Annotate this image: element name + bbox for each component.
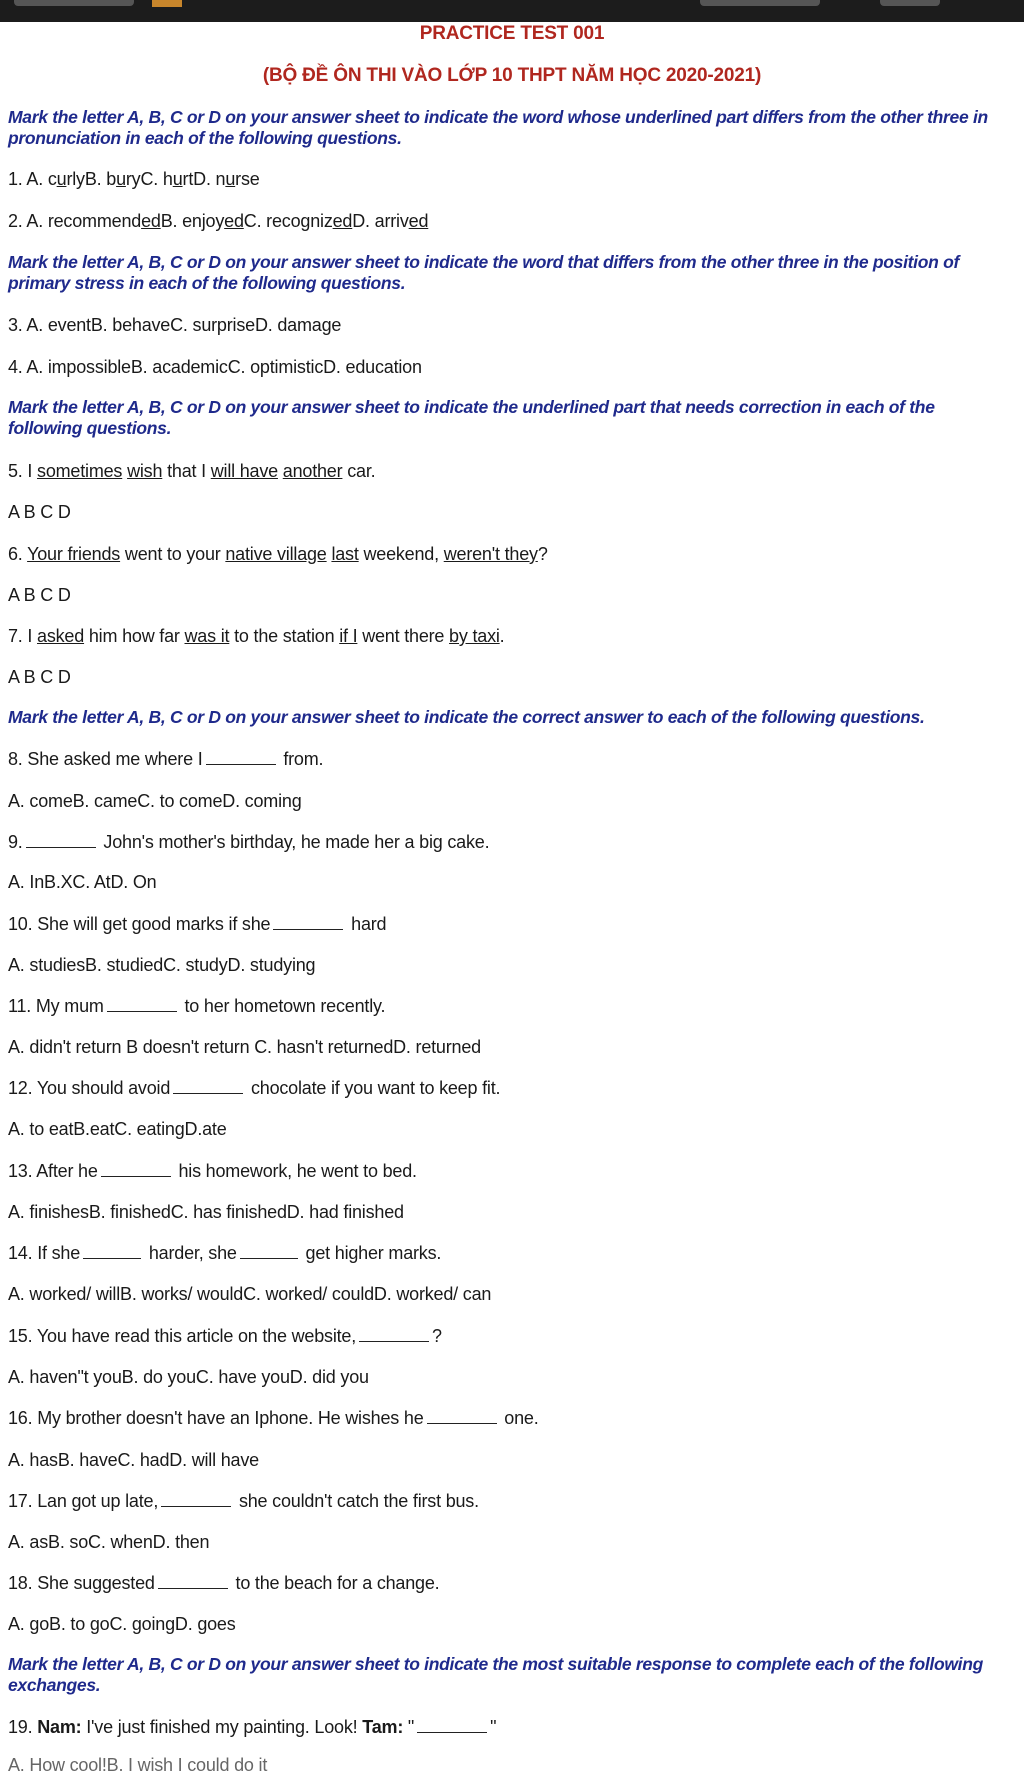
correction-instruction: Mark the letter A, B, C or D on your answer sheet to indicate the underlined part that needs correction in each of the following questions. <box>8 397 935 438</box>
question-3: 3. A. eventB. behaveC. surpriseD. damage <box>8 315 342 335</box>
question-18-options: A. goB. to goC. goingD. goes <box>8 1614 236 1634</box>
question-10-options: A. studiesB. studiedC. studyD. studying <box>8 955 316 975</box>
question-7: 7. I asked him how far was it to the station if I went there by taxi. <box>8 626 505 646</box>
question-16-options: A. hasB. haveC. hadD. will have <box>8 1450 259 1470</box>
page-title: PRACTICE TEST 001 <box>419 23 605 44</box>
question-19: 19. Nam: I've just finished my painting. Look! Tam: " " <box>8 1717 497 1737</box>
question-4: 4. A. impossibleB. academicC. optimisticD. education <box>8 357 422 377</box>
question-1: 1. A. curlyB. buryC. hurtD. nurse <box>8 169 260 189</box>
question-17-options: A. asB. soC. whenD. then <box>8 1532 210 1552</box>
question-9-options: A. InB.XC. AtD. On <box>8 872 157 892</box>
question-15-options: A. haven"t youB. do youC. have youD. did you <box>8 1367 369 1387</box>
question-13-options: A. finishesB. finishedC. has finishedD. had finished <box>8 1202 404 1222</box>
question-5-letters: A B C D <box>8 502 71 522</box>
question-18: 18. She suggested to the beach for a change. <box>8 1573 440 1593</box>
question-6-letters: A B C D <box>8 585 71 605</box>
question-12-options: A. to eatB.eatC. eatingD.ate <box>8 1119 227 1139</box>
page-subtitle: (BỘ ĐỀ ÔN THI VÀO LỚP 10 THPT NĂM HỌC 2020-2021) <box>262 65 762 86</box>
question-15: 15. You have read this article on the website, ? <box>8 1326 442 1346</box>
question-16: 16. My brother doesn't have an Iphone. He wishes he one. <box>8 1408 539 1428</box>
pronunciation-instruction: Mark the letter A, B, C or D on your answer sheet to indicate the word whose underlined part differs from the other three in pronunciation in each of the following questions. <box>8 107 988 148</box>
question-14-options: A. worked/ willB. works/ wouldC. worked/ couldD. worked/ can <box>8 1284 492 1304</box>
question-17: 17. Lan got up late, she couldn't catch the first bus. <box>8 1491 479 1511</box>
question-13: 13. After he his homework, he went to bed. <box>8 1161 417 1181</box>
question-11: 11. My mum to her hometown recently. <box>8 996 386 1016</box>
question-9: 9. John's mother's birthday, he made her a big cake. <box>8 832 490 852</box>
question-8: 8. She asked me where I from. <box>8 749 324 769</box>
question-2: 2. A. recommendedB. enjoyedC. recognizedD. arrived <box>8 211 429 231</box>
correct-answer-instruction: Mark the letter A, B, C or D on your answer sheet to indicate the correct answer to each of the following questions. <box>8 707 925 727</box>
question-7-letters: A B C D <box>8 667 71 687</box>
question-8-options: A. comeB. cameC. to comeD. coming <box>8 791 302 811</box>
question-11-options: A. didn't return B doesn't return C. hasn't returnedD. returned <box>8 1037 481 1057</box>
question-19-options: A. How cool!B. I wish I could do it <box>8 1755 268 1775</box>
question-5: 5. I sometimes wish that I will have another car. <box>8 461 376 481</box>
stress-instruction: Mark the letter A, B, C or D on your answer sheet to indicate the word that differs from the other three in the position of primary stress in each of the following questions. <box>8 252 959 293</box>
question-6: 6. Your friends went to your native village last weekend, weren't they? <box>8 544 548 564</box>
question-14: 14. If she harder, she get higher marks. <box>8 1243 442 1263</box>
response-instruction: Mark the letter A, B, C or D on your answer sheet to indicate the most suitable response to complete each of the following exchanges. <box>8 1654 984 1695</box>
question-10: 10. She will get good marks if she hard <box>8 914 387 934</box>
question-12: 12. You should avoid chocolate if you want to keep fit. <box>8 1078 501 1098</box>
